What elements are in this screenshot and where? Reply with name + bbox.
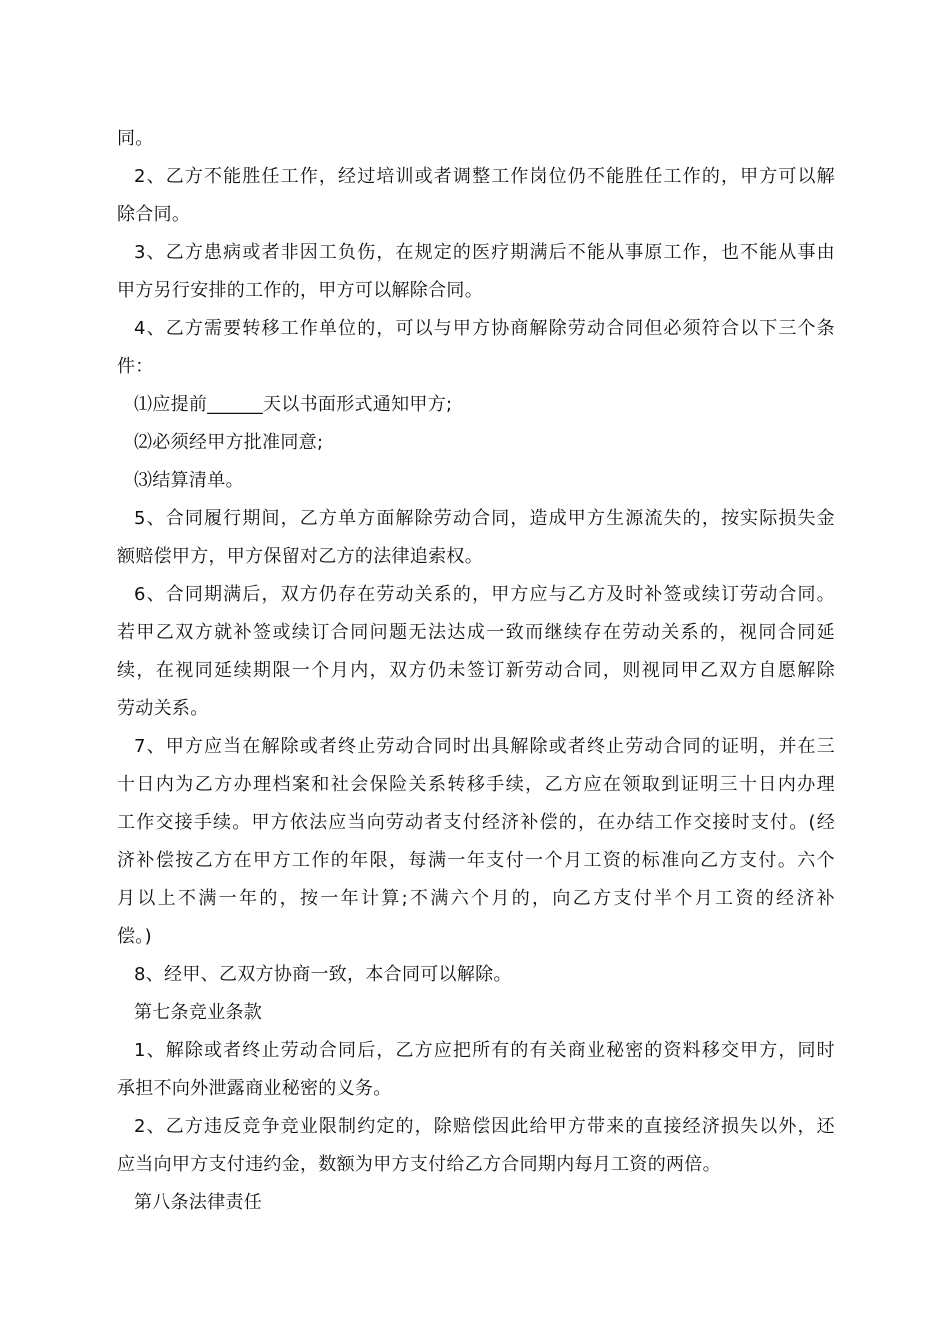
text-line: 十日内为乙方办理档案和社会保险关系转移手续，乙方应在领取到证明三十日内办理 bbox=[117, 774, 835, 795]
text-line: 续，在视同延续期限一个月内，双方仍未签订新劳动合同，则视同甲乙双方自愿解除 bbox=[117, 660, 835, 681]
text-line: 同。 bbox=[117, 128, 154, 149]
text-line: 额赔偿甲方，甲方保留对乙方的法律追索权。 bbox=[117, 546, 483, 567]
text-line: 济补偿按乙方在甲方工作的年限，每满一年支付一个月工资的标准向乙方支付。六个 bbox=[117, 850, 835, 871]
text-line: 工作交接手续。甲方依法应当向劳动者支付经济补偿的，在办结工作交接时支付。(经 bbox=[117, 812, 835, 833]
text-line: 若甲乙双方就补签或续订合同问题无法达成一致而继续存在劳动关系的，视同合同延 bbox=[117, 622, 835, 643]
text-line: 6、合同期满后，双方仍存在劳动关系的，甲方应与乙方及时补签或续订劳动合同。 bbox=[134, 584, 835, 605]
section-heading: 第七条竞业条款 bbox=[134, 1002, 263, 1023]
text-line: 承担不向外泄露商业秘密的义务。 bbox=[117, 1078, 392, 1099]
text-line: 甲方另行安排的工作的，甲方可以解除合同。 bbox=[117, 280, 483, 301]
text-line: ⑵必须经甲方批准同意; bbox=[134, 432, 324, 453]
text-line: 除合同。 bbox=[117, 204, 191, 225]
text-line: 劳动关系。 bbox=[117, 698, 209, 719]
contract-text bbox=[117, 120, 835, 1222]
text-line: 偿。) bbox=[117, 926, 152, 947]
text-line: 2、乙方违反竞争竞业限制约定的，除赔偿因此给甲方带来的直接经济损失以外，还 bbox=[134, 1116, 835, 1137]
text-line: ⑴应提前______天以书面形式通知甲方; bbox=[134, 394, 453, 415]
text-line: 8、经甲、乙双方协商一致，本合同可以解除。 bbox=[134, 964, 512, 985]
text-line: 月以上不满一年的，按一年计算;不满六个月的，向乙方支付半个月工资的经济补 bbox=[117, 888, 835, 909]
text-line: 件： bbox=[117, 356, 154, 377]
text-line: 3、乙方患病或者非因工负伤，在规定的医疗期满后不能从事原工作，也不能从事由 bbox=[134, 242, 835, 263]
text-line: ⑶结算清单。 bbox=[134, 470, 244, 491]
text-line: 4、乙方需要转移工作单位的，可以与甲方协商解除劳动合同但必须符合以下三个条 bbox=[134, 318, 835, 339]
text-line: 5、合同履行期间，乙方单方面解除劳动合同，造成甲方生源流失的，按实际损失金 bbox=[134, 508, 835, 529]
text-line: 1、解除或者终止劳动合同后，乙方应把所有的有关商业秘密的资料移交甲方，同时 bbox=[134, 1040, 835, 1061]
section-heading: 第八条法律责任 bbox=[134, 1192, 263, 1213]
text-line: 应当向甲方支付违约金，数额为甲方支付给乙方合同期内每月工资的两倍。 bbox=[117, 1154, 721, 1175]
text-line: 7、甲方应当在解除或者终止劳动合同时出具解除或者终止劳动合同的证明，并在三 bbox=[134, 736, 835, 757]
text-line: 2、乙方不能胜任工作，经过培训或者调整工作岗位仍不能胜任工作的，甲方可以解 bbox=[134, 166, 835, 187]
